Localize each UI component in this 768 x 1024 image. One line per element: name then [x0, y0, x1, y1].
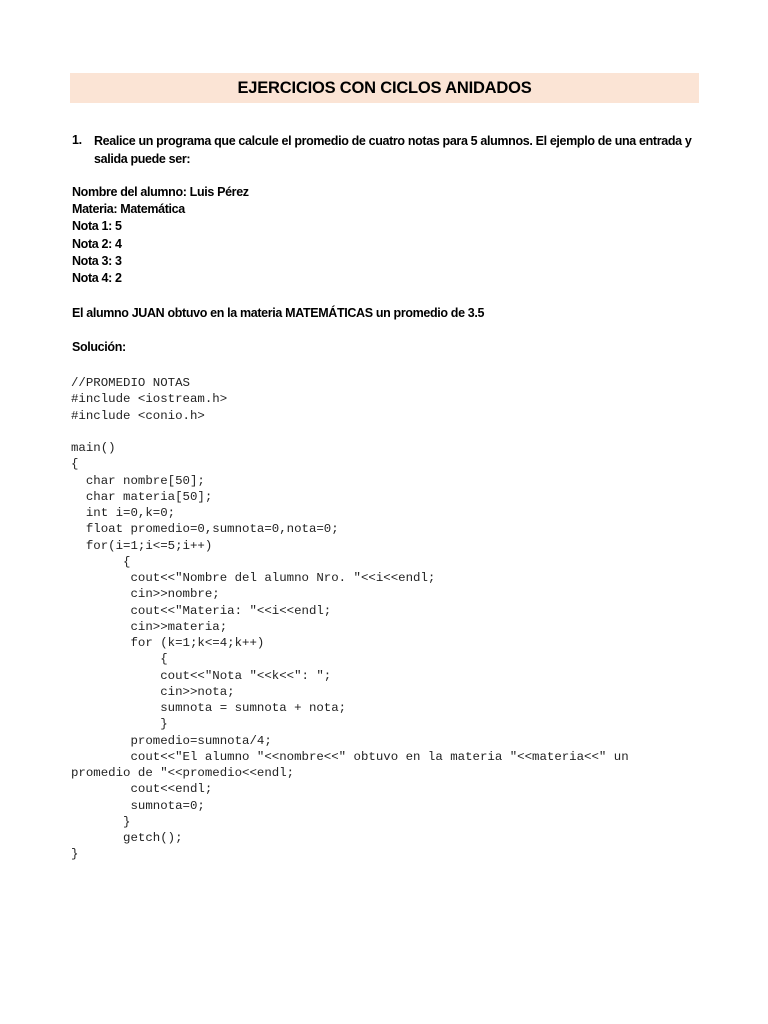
code-line: cin>>nombre; [71, 587, 220, 602]
code-line: } [71, 814, 131, 829]
code-line: //PROMEDIO NOTAS [71, 376, 190, 390]
code-line: cout<<"El alumno "<<nombre<<" obtuvo en la materia "<<materia<<" un [71, 749, 629, 764]
code-line: promedio=sumnota/4; [71, 733, 272, 748]
code-line: { [71, 652, 168, 667]
code-line: cin>>nota; [71, 684, 235, 699]
code-line: cout<<"Nombre del alumno Nro. "<<i<<endl; [71, 571, 436, 585]
code-line: #include <iostream.h> [71, 392, 228, 407]
question-text: Realice un programa que calcule el promedio de cuatro notas para 5 alumnos. El ejemplo de una entrada y salida puede ser: [94, 134, 692, 166]
code-line: } [71, 847, 79, 862]
code-line: } [71, 717, 168, 732]
example-input-block [72, 184, 249, 287]
code-line: char materia[50]; [71, 489, 213, 504]
code-block [71, 375, 701, 863]
example-input-line: Nota 1: 5 [72, 219, 122, 234]
code-line: float promedio=0,sumnota=0,nota=0; [71, 522, 339, 537]
code-line: for(i=1;i<=5;i++) [71, 538, 213, 553]
code-line: sumnota=0; [71, 798, 205, 813]
document-title: EJERCICIOS CON CICLOS ANIDADOS [237, 79, 532, 97]
code-line [71, 424, 701, 440]
solution-label: Solución: [72, 340, 126, 354]
code-line: sumnota = sumnota + nota; [71, 701, 347, 715]
code-line: int i=0,k=0; [71, 506, 176, 520]
question-number: 1. [72, 133, 82, 147]
example-input-line: Nota 4: 2 [72, 270, 122, 285]
example-output: El alumno JUAN obtuvo en la materia MATEMÁTICAS un promedio de 3.5 [72, 306, 485, 320]
code-line: cout<<"Nota "<<k<<": "; [71, 668, 332, 683]
code-line: main() [71, 441, 116, 455]
code-line: getch(); [71, 831, 183, 845]
code-line: promedio de "<<promedio<<endl; [71, 766, 295, 780]
code-line: { [71, 457, 79, 472]
example-input-line: Materia: Matemática [72, 202, 185, 217]
example-input-line: Nota 3: 3 [72, 253, 122, 268]
code-line: cout<<endl; [71, 782, 213, 797]
code-line: cin>>materia; [71, 619, 228, 634]
example-input-line: Nombre del alumno: Luis Pérez [72, 185, 249, 199]
code-line: for (k=1;k<=4;k++) [71, 636, 265, 650]
example-input-line: Nota 2: 4 [72, 236, 122, 251]
code-line: { [71, 554, 131, 569]
code-line: #include <conio.h> [71, 408, 205, 423]
code-line: char nombre[50]; [71, 473, 205, 488]
code-line: cout<<"Materia: "<<i<<endl; [71, 603, 332, 618]
